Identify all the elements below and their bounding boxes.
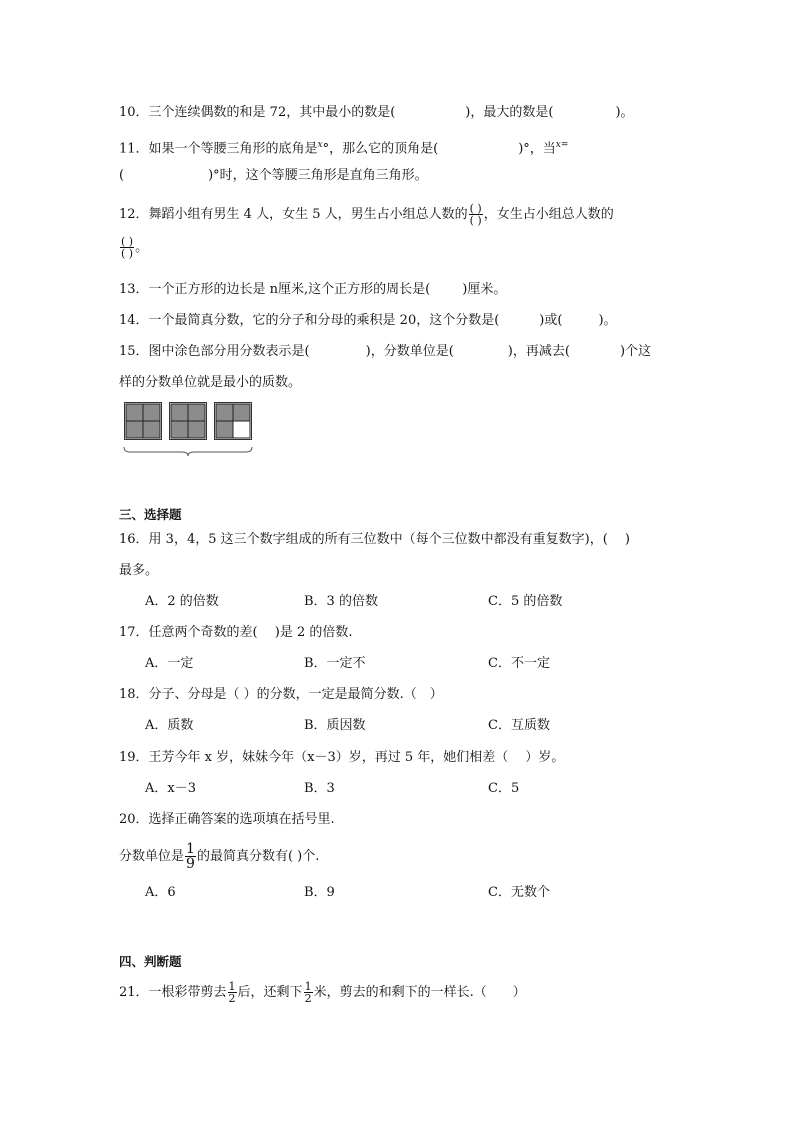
option-b[interactable]: B．3 xyxy=(304,781,335,796)
option-a[interactable]: A．6 xyxy=(145,885,176,900)
variable-x: x xyxy=(317,140,323,150)
fraction-blank[interactable]: $\frac{( )}{( )}$ xyxy=(469,202,482,227)
option-c[interactable]: C．互质数 xyxy=(488,718,550,733)
option-c[interactable]: C．无数个 xyxy=(488,885,550,900)
shaded-quarter xyxy=(216,421,233,438)
shaded-quarter xyxy=(171,421,188,438)
section-title-choice: 三、选择题 xyxy=(119,507,182,522)
shaded-quarter xyxy=(126,404,143,421)
question-19: 19．王芳今年 x 岁，妹妹今年（x－3）岁，再过 5 年，她们相差（ ）岁。 xyxy=(119,750,565,765)
option-a[interactable]: A．2 的倍数 xyxy=(145,594,219,609)
option-a[interactable]: A．一定 xyxy=(145,656,194,671)
option-c[interactable]: C．5 xyxy=(488,781,520,796)
option-a[interactable]: A．质数 xyxy=(145,718,194,733)
unshaded-quarter xyxy=(233,421,250,438)
question-16-line2: 最多。 xyxy=(119,563,159,578)
fraction-one-half: $\frac{1}{2}$ xyxy=(304,980,312,1005)
question-16: 16．用 3，4，5 这三个数字组成的所有三位数中（每个三位数中都没有重复数字)，( ) xyxy=(119,532,630,547)
question-13: 13．一个正方形的边长是 n厘米,这个正方形的周长是( )厘米。 xyxy=(119,282,507,297)
shaded-quarter xyxy=(126,421,143,438)
question-15-line2: 样的分数单位就是最小的质数。 xyxy=(119,375,302,390)
shaded-quarter xyxy=(143,404,160,421)
shaded-quarter xyxy=(233,404,250,421)
fraction-squares-figure xyxy=(122,402,254,458)
fraction-one-half: $\frac{1}{2}$ xyxy=(228,980,236,1005)
question-10: 10．三个连续偶数的和是 72，其中最小的数是( )，最大的数是( )。 xyxy=(119,105,634,120)
shaded-quarter xyxy=(216,404,233,421)
option-b[interactable]: B．质因数 xyxy=(304,718,366,733)
question-12: 12．舞蹈小组有男生 4 人，女生 5 人，男生占小组总人数的 $\frac{( )}{( )}$ ，女生占小组总人数的 xyxy=(119,202,614,227)
question-14: 14．一个最简真分数，它的分子和分母的乘积是 20，这个分数是( )或( )。 xyxy=(119,313,617,328)
shaded-quarter xyxy=(171,404,188,421)
question-20-line2: 分数单位是 $\frac{1}{9}$ 的最简真分数有( )个. xyxy=(119,841,320,872)
fraction-one-ninth: $\frac{1}{9}$ xyxy=(186,841,195,872)
shaded-quarter xyxy=(143,421,160,438)
option-b[interactable]: B．9 xyxy=(304,885,335,900)
shaded-quarter xyxy=(188,404,205,421)
question-12-line2: $\frac{( )}{( )}$ 。 xyxy=(121,235,149,260)
section-title-judgement: 四、判断题 xyxy=(119,954,182,969)
question-20: 20．选择正确答案的选项填在括号里. xyxy=(119,812,335,827)
question-21: 21．一根彩带剪去 $\frac{1}{2}$ 后，还剩下 $\frac{1}{2}$ 米，剪去的和剩下的一样长.（ ） xyxy=(119,980,526,1005)
shaded-quarter xyxy=(188,421,205,438)
brace xyxy=(124,447,252,456)
option-a[interactable]: A．x－3 xyxy=(145,781,196,796)
option-b[interactable]: B．3 的倍数 xyxy=(304,594,378,609)
question-17: 17．任意两个奇数的差( )是 2 的倍数. xyxy=(119,625,353,640)
question-15: 15．图中涂色部分用分数表示是( )，分数单位是( )，再减去( )个这 xyxy=(119,344,652,359)
question-11: 11．如果一个等腰三角形的底角是$^x$°，那么它的顶角是( )°，当$^{x=}$ xyxy=(119,140,569,157)
option-c[interactable]: C．不一定 xyxy=(488,656,550,671)
fraction-blank[interactable]: $\frac{( )}{( )}$ xyxy=(121,235,134,260)
question-11-line2: ( )°时，这个等腰三角形是直角三角形。 xyxy=(119,168,428,183)
question-18: 18．分子、分母是（ ）的分数，一定是最简分数.（ ） xyxy=(119,687,443,702)
option-c[interactable]: C．5 的倍数 xyxy=(488,594,563,609)
option-b[interactable]: B．一定不 xyxy=(304,656,366,671)
